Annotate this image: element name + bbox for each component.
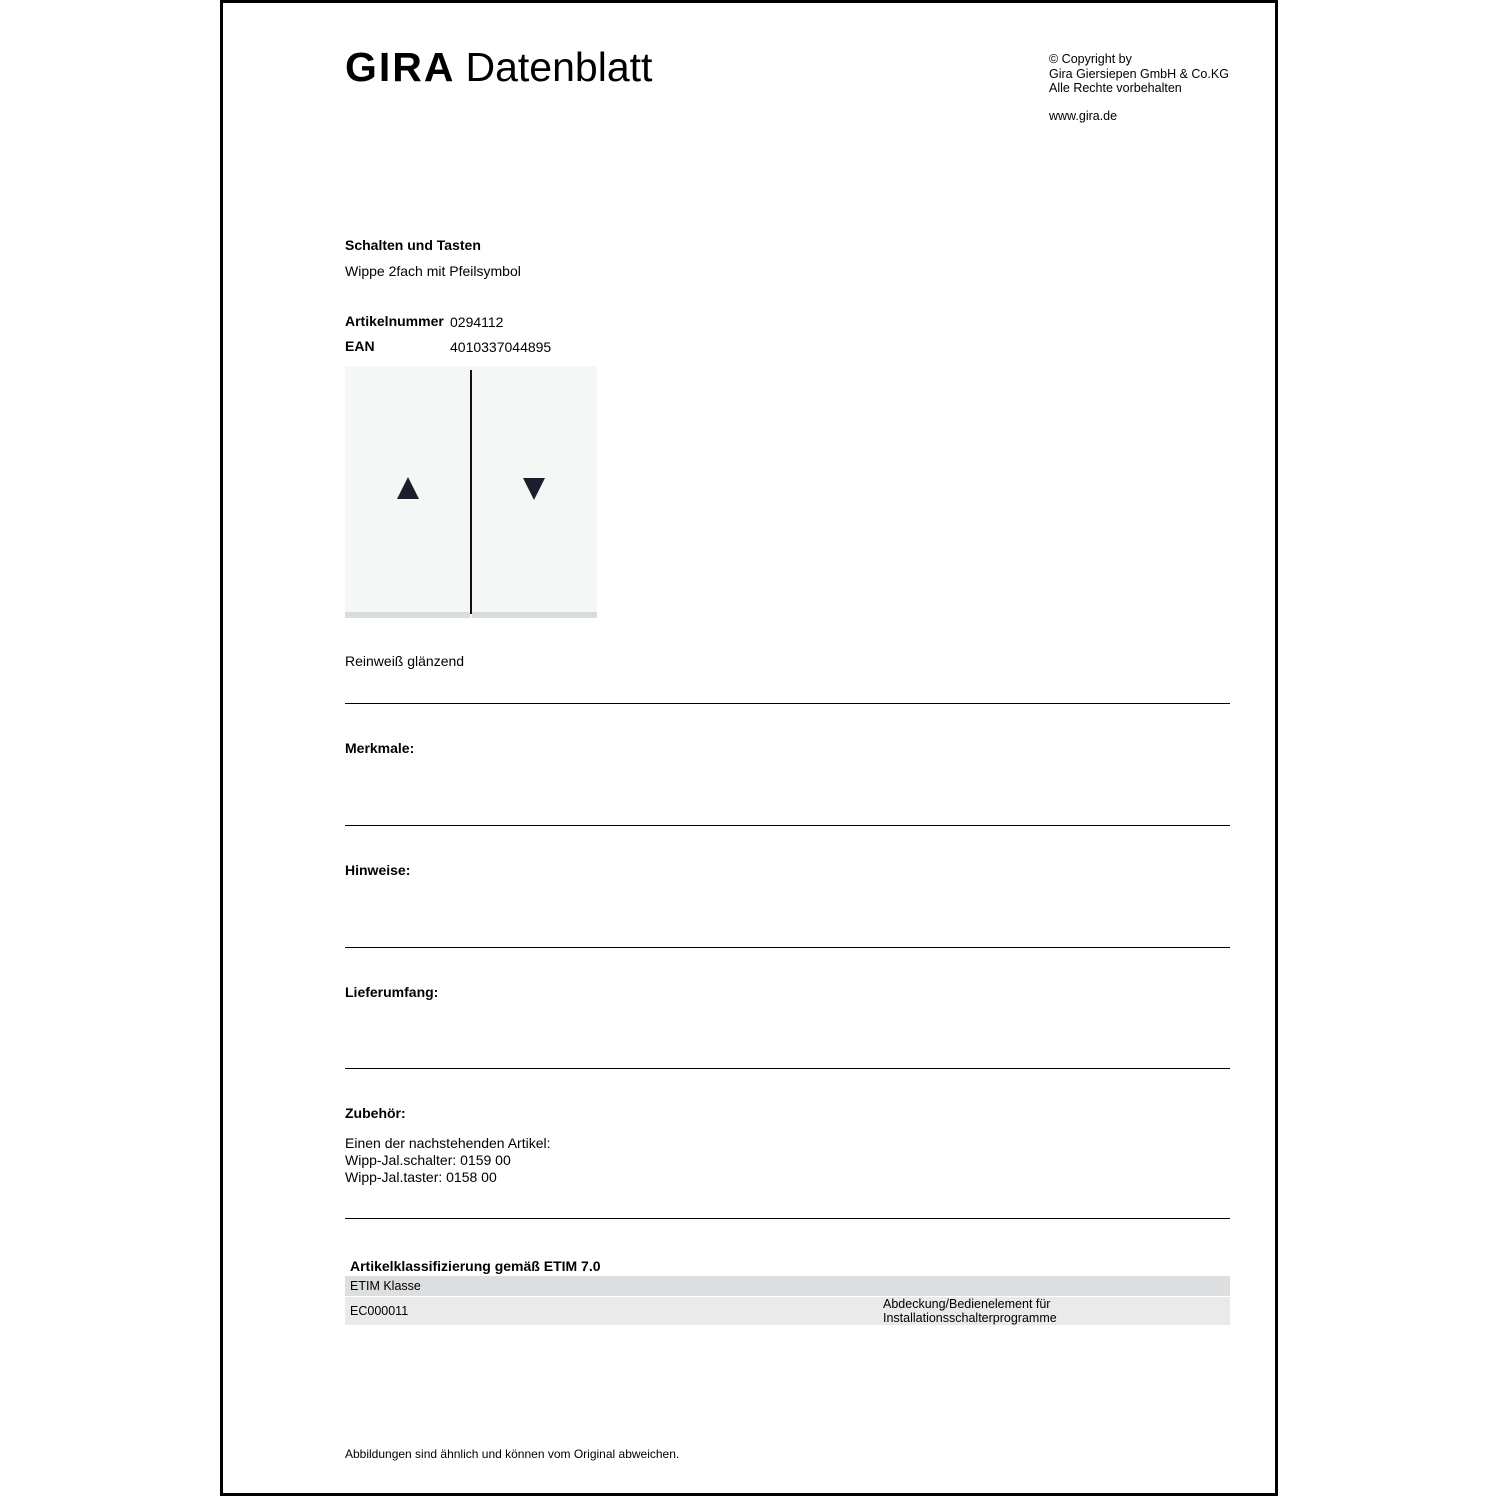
ean-value: 4010337044895 <box>450 339 552 355</box>
etim-title: Artikelklassifizierung gemäß ETIM 7.0 <box>350 1258 601 1274</box>
article-number-label: Artikelnummer <box>345 313 444 329</box>
rocker-switch-image <box>345 366 597 618</box>
etim-class-desc-line: Installationsschalterprogramme <box>883 1311 1057 1325</box>
product-name: Wippe 2fach mit Pfeilsymbol <box>345 263 521 279</box>
etim-class-desc-line: Abdeckung/Bedienelement für <box>883 1297 1051 1311</box>
section-merkmale: Merkmale: <box>345 740 415 756</box>
divider <box>345 947 1230 948</box>
etim-header-label: ETIM Klasse <box>350 1279 421 1293</box>
divider <box>345 703 1230 704</box>
list-item: Wipp-Jal.taster: 0158 00 <box>345 1169 497 1185</box>
arrow-down-icon <box>523 478 545 500</box>
brand-name: GIRA <box>345 44 456 90</box>
section-hinweise: Hinweise: <box>345 862 411 878</box>
copyright-line: © Copyright by <box>1049 52 1132 66</box>
etim-class-description <box>883 1297 1057 1325</box>
website-link[interactable]: www.gira.de <box>1049 109 1118 123</box>
copyright-line: Alle Rechte vorbehalten <box>1049 81 1182 95</box>
table-row <box>345 1297 1230 1325</box>
product-category: Schalten und Tasten <box>345 237 481 253</box>
divider <box>345 1218 1230 1219</box>
article-number-value: 0294112 <box>450 314 504 330</box>
footer-note: Abbildungen sind ähnlich und können vom Original abweichen. <box>345 1447 680 1461</box>
list-item: Einen der nachstehenden Artikel: <box>345 1135 551 1151</box>
product-finish: Reinweiß glänzend <box>345 653 465 669</box>
etim-table-header <box>345 1276 1230 1296</box>
rocker-divider <box>470 370 472 614</box>
datasheet-page <box>220 0 1278 1496</box>
section-zubehoer: Zubehör: <box>345 1105 406 1121</box>
copyright-line: Gira Giersiepen GmbH & Co.KG <box>1049 66 1229 81</box>
divider <box>345 825 1230 826</box>
section-lieferumfang: Lieferumfang: <box>345 984 439 1000</box>
doc-type: Datenblatt <box>465 44 653 90</box>
accessory-list <box>345 1135 550 1186</box>
ean-label: EAN <box>345 338 375 354</box>
rocker-right-edge <box>472 612 597 618</box>
arrow-up-icon <box>397 477 419 499</box>
etim-class-code: EC000011 <box>350 1304 409 1318</box>
divider <box>345 1068 1230 1069</box>
brand-logo <box>345 44 653 90</box>
rocker-left-edge <box>345 612 470 618</box>
copyright-block <box>1049 52 1229 96</box>
list-item: Wipp-Jal.schalter: 0159 00 <box>345 1152 511 1168</box>
